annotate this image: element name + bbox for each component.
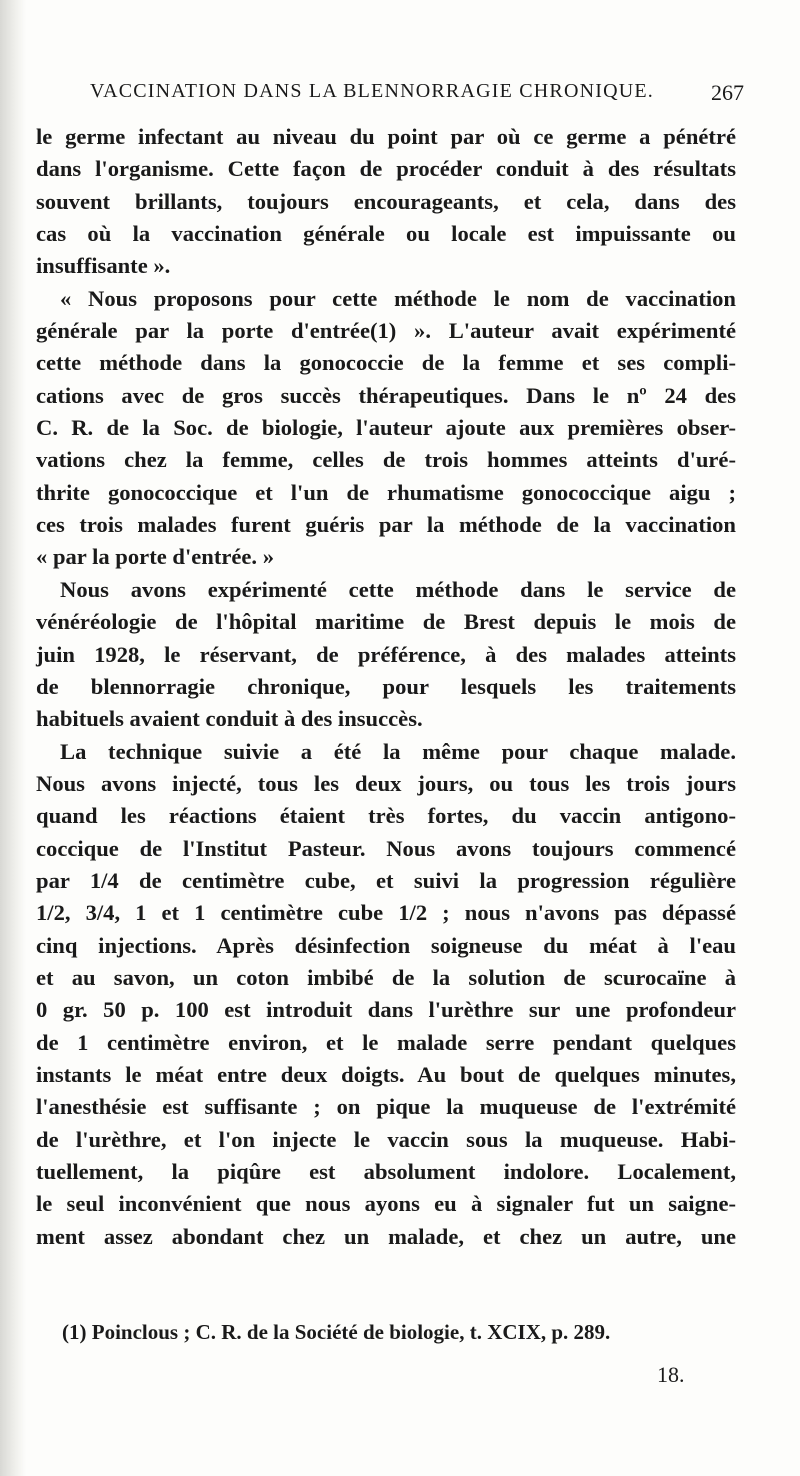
text-line: par 1/4 de centimètre cube, et suivi la progression régulière bbox=[36, 867, 736, 893]
text-line: thrite gonococcique et l'un de rhumatisme gonococcique aigu ; bbox=[36, 479, 736, 505]
text-line: l'anesthésie est suffisante ; on pique la muqueuse de l'extrémité bbox=[36, 1094, 736, 1120]
text-line: de blennorragie chronique, pour lesquels les traitements bbox=[36, 673, 736, 699]
text-line: de 1 centimètre environ, et le malade serre pendant quelques bbox=[36, 1029, 736, 1055]
text-line: vations chez la femme, celles de trois hommes atteints d'uré- bbox=[36, 447, 736, 473]
text-line: cas où la vaccination générale ou locale est impuissante ou bbox=[36, 221, 736, 247]
text-line: cations avec de gros succès thérapeutiques. Dans le nº 24 des bbox=[36, 382, 736, 408]
text-line: « par la porte d'entrée. » bbox=[36, 544, 275, 570]
text-line: générale par la porte d'entrée(1) ». L'auteur avait expérimenté bbox=[36, 318, 736, 344]
text-line: instants le méat entre deux doigts. Au bout de quelques minutes, bbox=[36, 1061, 736, 1087]
text-line: 1/2, 3/4, 1 et 1 centimètre cube 1/2 ; nous n'avons pas dépassé bbox=[36, 900, 736, 926]
text-line: dans l'organisme. Cette façon de procéder conduit à des résultats bbox=[36, 156, 736, 182]
text-line: souvent brillants, toujours encourageants, et cela, dans des bbox=[36, 188, 736, 214]
text-line: tuellement, la piqûre est absolument indolore. Localement, bbox=[36, 1159, 736, 1184]
text-line: insuffisante ». bbox=[36, 253, 171, 279]
page-header bbox=[84, 80, 744, 110]
text-line: coccique de l'Institut Pasteur. Nous avons toujours commencé bbox=[36, 835, 736, 861]
text-line: Nous avons injecté, tous les deux jours, ou tous les trois jours bbox=[36, 770, 736, 796]
text-line: 0 gr. 50 p. 100 est introduit dans l'urèthre sur une profondeur bbox=[36, 997, 736, 1023]
footnote: (1) Poinclous ; C. R. de la Société de biologie, t. XCIX, p. 289. bbox=[62, 1320, 611, 1344]
text-line: ment assez abondant chez un malade, et chez un autre, une bbox=[36, 1223, 736, 1249]
text-line: vénéréologie de l'hôpital maritime de Brest depuis le mois de bbox=[36, 609, 736, 635]
text-line: « Nous proposons pour cette méthode le nom de vaccination bbox=[60, 285, 736, 311]
text-line: La technique suivie a été la même pour chaque malade. bbox=[60, 738, 736, 764]
page-number: 267 bbox=[711, 80, 744, 105]
signature-mark: 18. bbox=[657, 1362, 685, 1387]
text-line: et au savon, un coton imbibé de la solution de scurocaïne à bbox=[36, 964, 736, 990]
running-head: VACCINATION DANS LA BLENNORRAGIE CHRONIQUE. bbox=[90, 80, 655, 102]
text-line: ces trois malades furent guéris par la méthode de la vaccination bbox=[36, 512, 736, 538]
text-line: de l'urèthre, et l'on injecte le vaccin sous la muqueuse. Habi- bbox=[36, 1126, 736, 1152]
text-line: juin 1928, le réservant, de préférence, à des malades atteints bbox=[36, 641, 736, 667]
page-spine-shadow bbox=[0, 0, 26, 1476]
text-line: quand les réactions étaient très fortes, du vaccin antigono- bbox=[36, 803, 736, 829]
text-line: Nous avons expérimenté cette méthode dans le service de bbox=[60, 576, 736, 602]
text-line: habituels avaient conduit à des insuccès. bbox=[36, 706, 423, 732]
text-line: le seul inconvénient que nous ayons eu à signaler fut un saigne- bbox=[36, 1191, 736, 1217]
text-line: cinq injections. Après désinfection soigneuse du méat à l'eau bbox=[36, 932, 736, 958]
body-text bbox=[36, 121, 736, 1253]
text-line: C. R. de la Soc. de biologie, l'auteur ajoute aux premières obser- bbox=[36, 415, 736, 441]
text-line: le germe infectant au niveau du point par où ce germe a pénétré bbox=[36, 124, 736, 149]
text-line: cette méthode dans la gonococcie de la femme et ses compli- bbox=[36, 350, 736, 376]
